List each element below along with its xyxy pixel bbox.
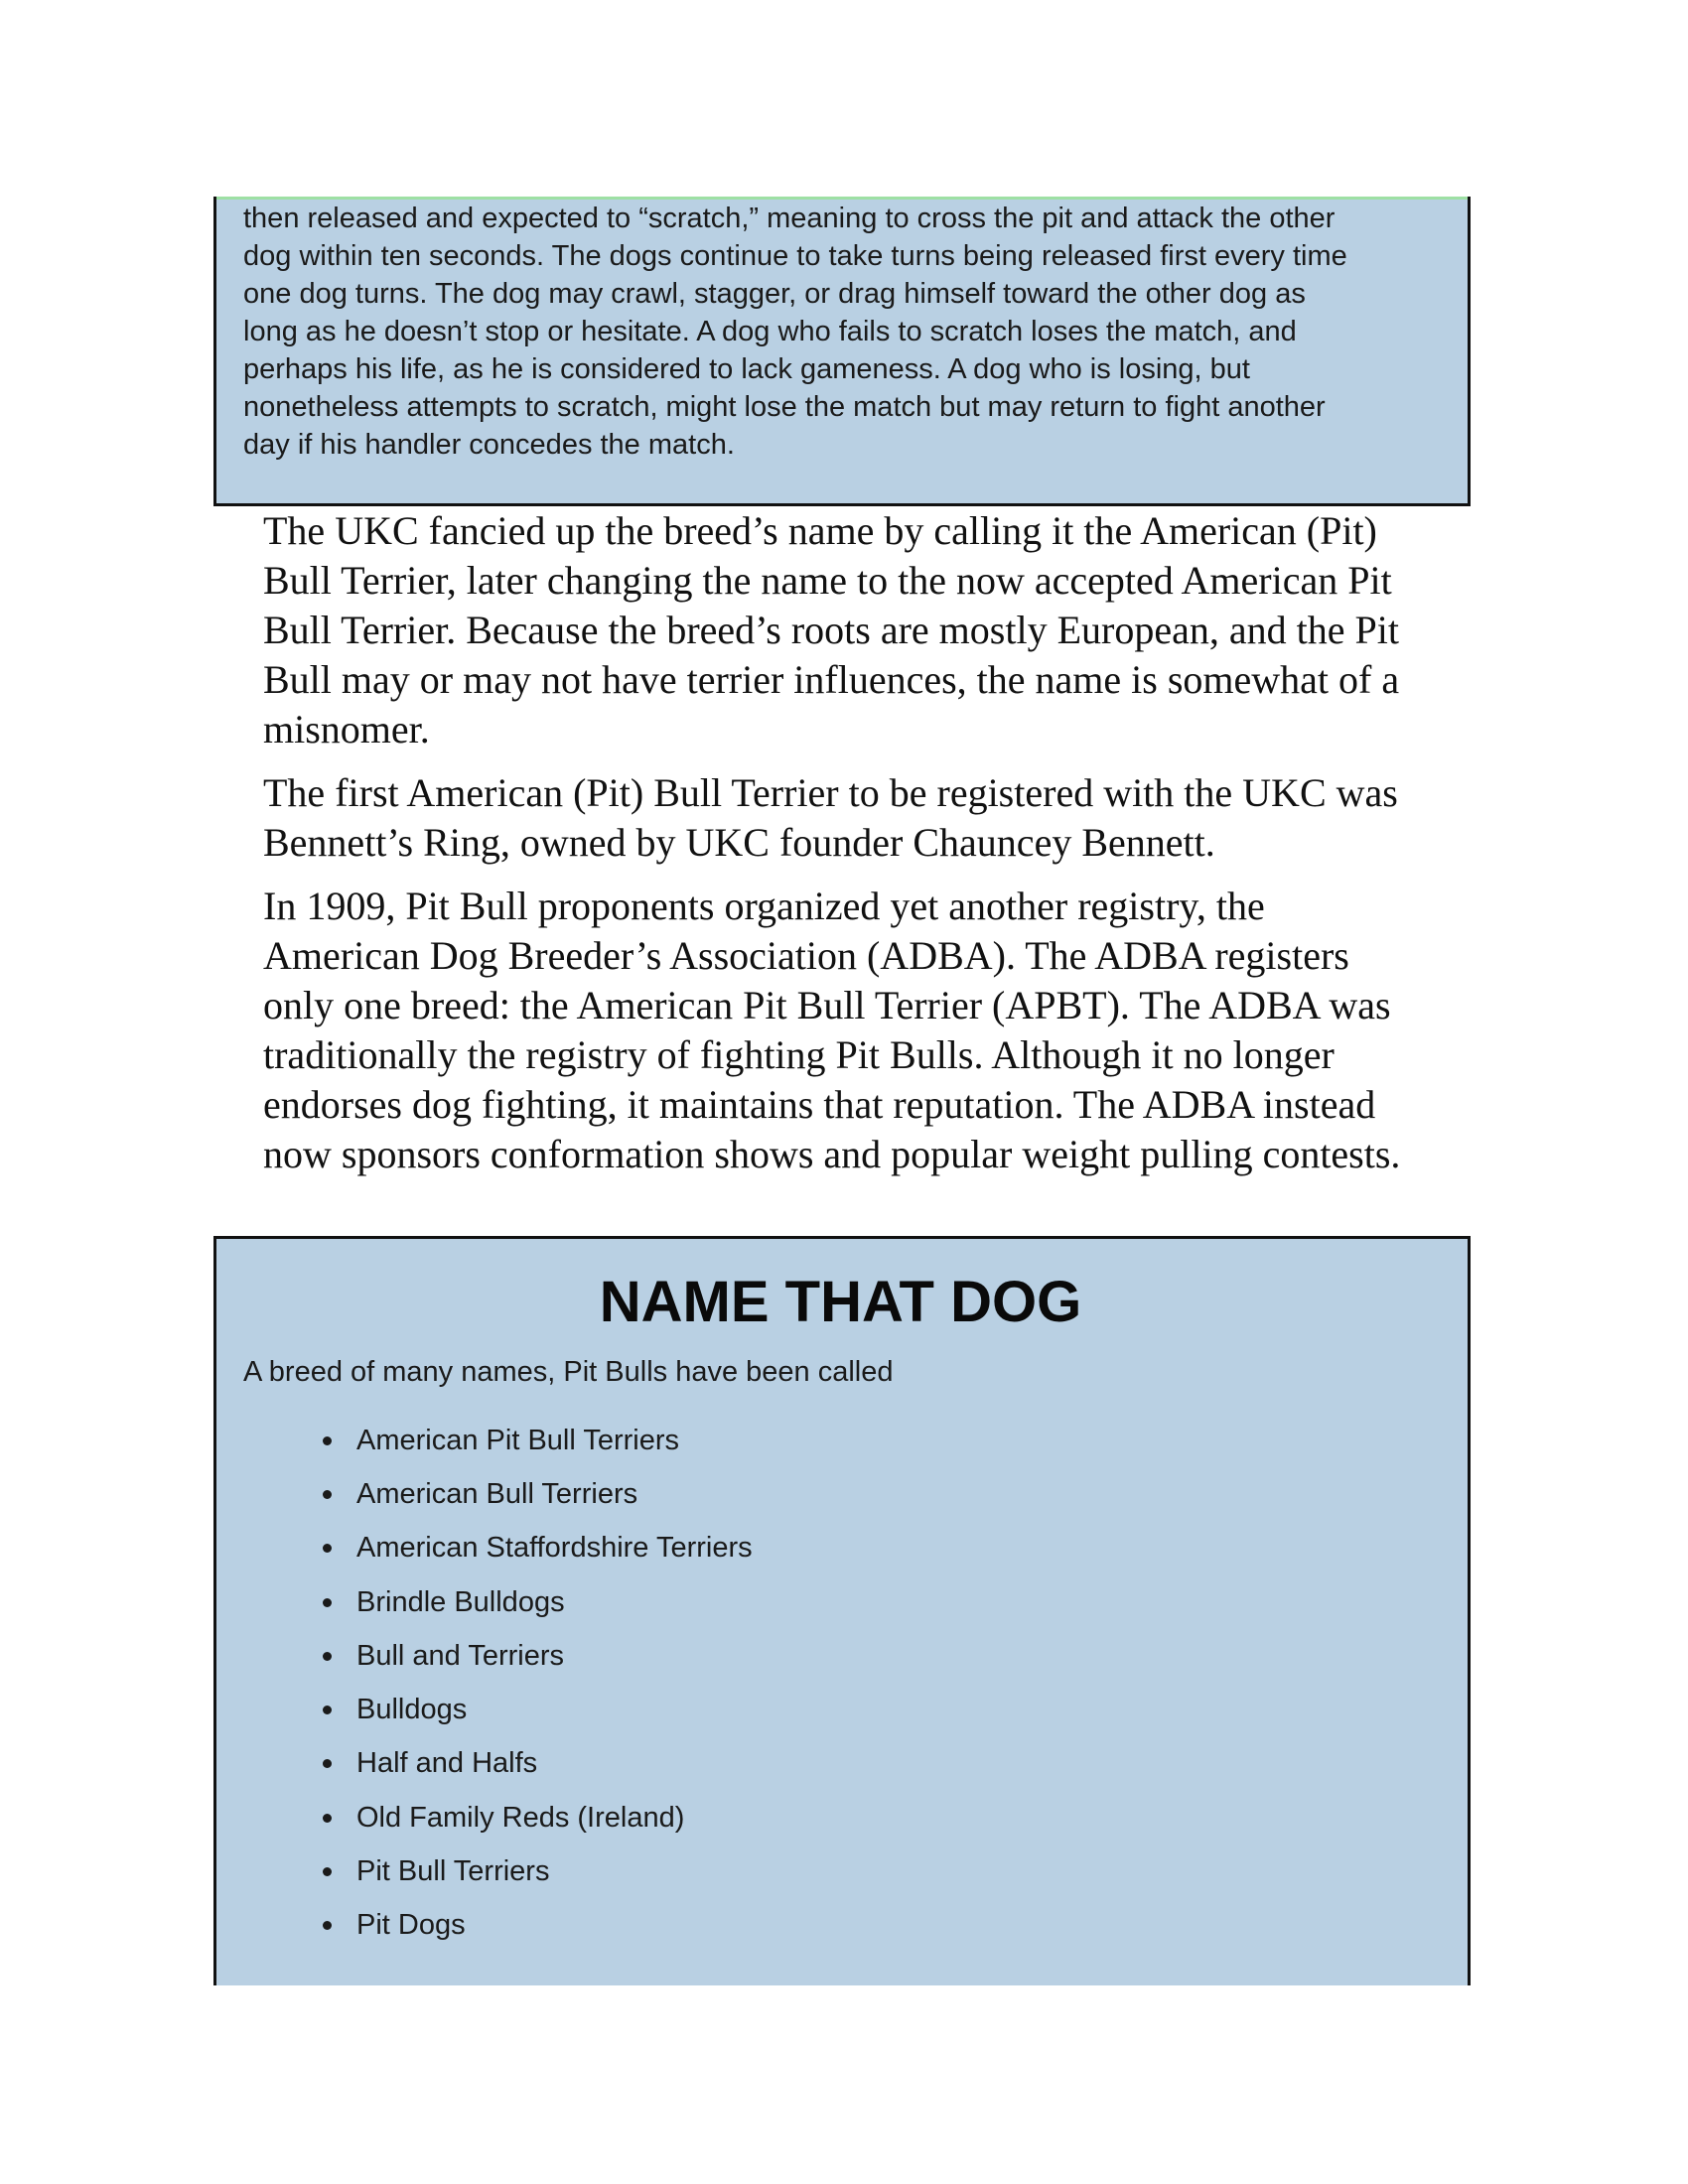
bullet-icon <box>323 1921 332 1930</box>
bullet-icon <box>323 1706 332 1714</box>
list-item-label: Pit Dogs <box>356 1909 466 1942</box>
paragraph-first-registered: The first American (Pit) Bull Terrier to be registered with the UKC was Bennett’s Ring, owned by UKC founder Chauncey Bennett. <box>263 770 1398 865</box>
list-item <box>323 1899 1438 1953</box>
list-item-label: Brindle Bulldogs <box>356 1585 565 1618</box>
bullet-icon <box>323 1544 332 1553</box>
paragraph-ukc-name: The UKC fancied up the breed’s name by calling it the American (Pit) Bull Terrier, later changing the name to the now accepted American Pit Bull Terrier. Because the breed’s roots are mostly European, and the Pit Bull may or may not have terrier influences, the name is somewhat of a misnomer. <box>263 508 1400 751</box>
list-item <box>323 1522 1438 1575</box>
list-item-label: Half and Halfs <box>356 1747 538 1780</box>
bullet-icon <box>323 1652 332 1661</box>
breed-names-list <box>243 1414 1438 1953</box>
list-item <box>323 1414 1438 1467</box>
bullet-icon <box>323 1759 332 1768</box>
sidebar-box-name-that-dog <box>213 1236 1471 1985</box>
main-body-text <box>263 506 1455 1193</box>
list-item <box>323 1737 1438 1791</box>
sidebar-continued-text: then released and expected to “scratch,” meaning to cross the pit and attack the other dog within ten seconds. The dogs continue to take turns being released first every time one dog turns. The dog may crawl, stagger, or drag himself toward the other dog as long as he doesn’t stop or hesitate. A dog who fails to scratch loses the match, and perhaps his life, as he is considered to lack gameness. A dog who is losing, but nonetheless attempts to scratch, might lose the match but may return to fight another day if his handler concedes the match. <box>243 203 1347 461</box>
sidebar-box-continued <box>213 197 1471 506</box>
bullet-icon <box>323 1814 332 1823</box>
list-item-label: Old Family Reds (Ireland) <box>356 1801 685 1834</box>
list-item <box>323 1629 1438 1683</box>
paragraph-adba: In 1909, Pit Bull proponents organized yet another registry, the American Dog Breeder’s Association (ADBA). The ADBA registers only one breed: the American Pit Bull Terrier (APBT). The ADBA was traditionally the registry of fighting Pit Bulls. Although it no longer endorses dog fighting, it maintains that reputation. The ADBA instead now sponsors conformation shows and popular weight pulling contests. <box>263 884 1401 1176</box>
list-item <box>323 1791 1438 1844</box>
list-item-label: American Staffordshire Terriers <box>356 1532 753 1565</box>
list-item-label: Pit Bull Terriers <box>356 1855 550 1888</box>
list-item-label: Bull and Terriers <box>356 1639 565 1672</box>
bullet-icon <box>323 1436 332 1445</box>
list-item <box>323 1844 1438 1898</box>
list-item-label: American Pit Bull Terriers <box>356 1424 680 1456</box>
list-item <box>323 1467 1438 1521</box>
bullet-icon <box>323 1598 332 1607</box>
list-item <box>323 1575 1438 1629</box>
list-item <box>323 1683 1438 1736</box>
list-item-label: Bulldogs <box>356 1694 468 1726</box>
sidebar-top-edge <box>216 197 1468 200</box>
bullet-icon <box>323 1490 332 1499</box>
sidebar-intro: A breed of many names, Pit Bulls have been called <box>243 1356 894 1388</box>
bullet-icon <box>323 1867 332 1876</box>
list-item-label: American Bull Terriers <box>356 1477 638 1510</box>
sidebar-title: NAME THAT DOG <box>599 1270 1082 1334</box>
